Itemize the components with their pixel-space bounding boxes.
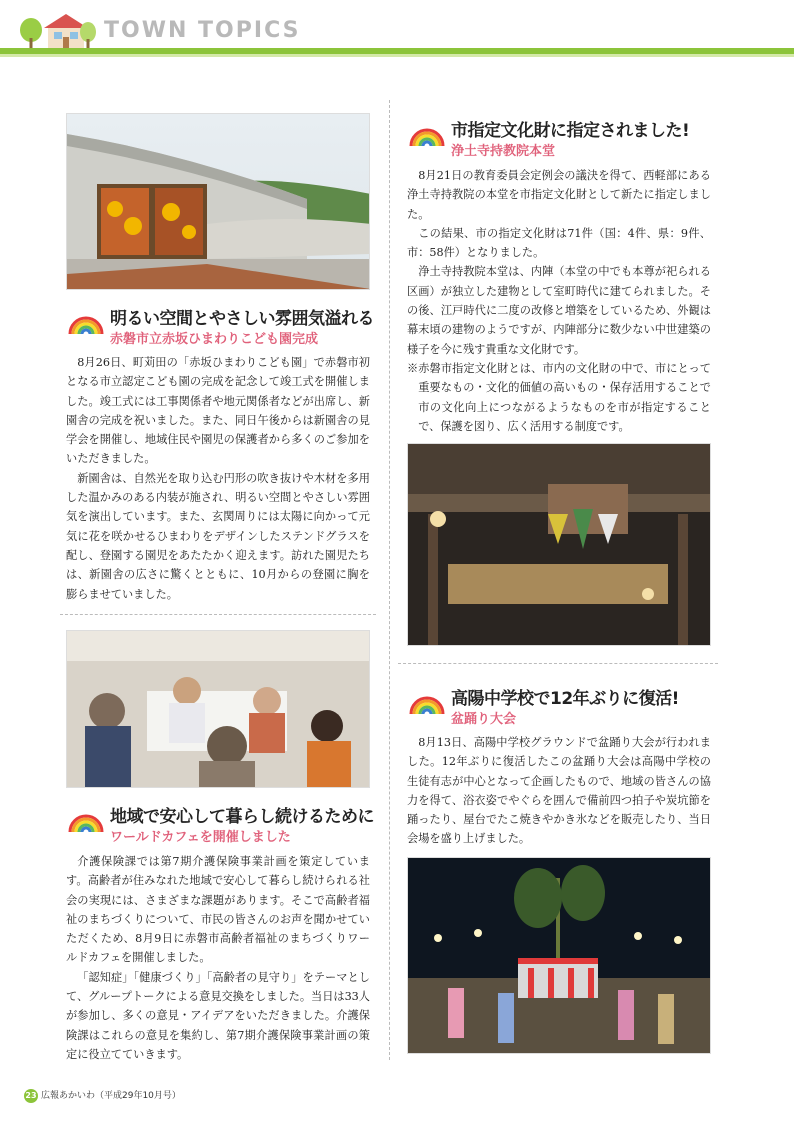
article3-body	[407, 166, 711, 436]
article2-headline: 地域で安心して暮らし続けるために	[110, 807, 374, 827]
header-divider-light	[0, 54, 794, 57]
article3-note: ※赤磐市指定文化財とは、市内の文化財の中で、市にとって重要なもの・文化的価値の高いもの・保存活用することで市の文化向上につながるようなものを市が指定することで、保護を図り、広く活用する制度です。	[407, 361, 711, 433]
article1-paragraph: 新園舎は、自然光を取り込む円形の吹き抜けや木材を多用した温かみのある内装が施され、明るい空間とやさしい雰囲気を演出しています。また、玄関周りには太陽に向かって元気に花を咲かせるひまわりをデザインしたステンドグラスを配し、登園する園児をあたたかく迎えます。訪れた園児たちは、新園舎の広さに驚くとともに、10月からの登園に胸を膨らませていました。	[66, 471, 370, 601]
article2-body	[66, 852, 370, 1064]
rainbow-icon	[407, 116, 447, 146]
article4-headline: 高陽中学校で12年ぶりに復活!	[451, 689, 679, 709]
page-header	[0, 10, 794, 58]
article3-heading	[407, 116, 737, 162]
article4-body	[407, 733, 711, 849]
world-cafe-photo	[66, 630, 370, 788]
rainbow-icon	[66, 304, 106, 334]
article3-headline: 市指定文化財に指定されました!	[451, 121, 690, 141]
section-divider	[60, 614, 376, 615]
article3-paragraph: 8月21日の教育委員会定例会の議決を得て、西軽部にある浄土寺持教院の本堂を市指定文化財として新たに指定しました。	[407, 169, 711, 221]
rainbow-icon	[407, 684, 447, 714]
article4-heading	[407, 684, 737, 730]
article3-subhead: 浄土寺持教院本堂	[451, 144, 556, 159]
section-title: TOWN TOPICS	[104, 18, 301, 43]
article2-paragraph: 介護保険課では第7期介護保険事業計画を策定しています。高齢者が住みなれた地域で安心して暮らし続けられる社会の実現には、さまざまな課題があります。そこで高齢者福祉のまちづくりについて、市民の皆さんのお声を聞かせていただくため、8月9日に赤磐市高齢者福祉のまちづくりワールドカフェを開催しました。	[66, 855, 370, 965]
article2-subhead: ワールドカフェを開催しました	[110, 830, 291, 845]
article1-headline: 明るい空間とやさしい雰囲気溢れる	[110, 309, 374, 329]
page-footer	[24, 1088, 181, 1103]
article2-paragraph: 「認知症」「健康づくり」「高齢者の見守り」をテーマとして、グループトークによる意見交換をしました。当日は33人が参加し、多くの意見・アイデアをいただきました。介護保険課はこれらの意見を集約し、第7期介護保険事業計画の策定に役立てていきます。	[66, 970, 370, 1061]
rainbow-icon	[66, 802, 106, 832]
bon-dance-photo	[407, 857, 711, 1054]
article3-paragraph: 浄土寺持教院本堂は、内陣（本堂の中でも本尊が祀られる区画）が独立した建物として室町時代に建てられました。その後、江戸時代に二度の改修と増築をしているため、外観は幕末頃の建物のようですが、内陣部分に数少ない中世建築の様子を今に残す貴重な文化財です。	[407, 265, 711, 356]
article4-subhead: 盆踊り大会	[451, 712, 517, 727]
article1-body	[66, 353, 370, 604]
article1-heading	[66, 304, 386, 350]
kindergarten-photo	[66, 113, 370, 290]
publication-name: 広報あかいわ（平成29年10月号）	[41, 1091, 181, 1101]
article1-subhead: 赤磐市立赤坂ひまわりこども園完成	[110, 332, 319, 347]
temple-interior-photo	[407, 443, 711, 646]
article3-paragraph: この結果、市の指定文化財は71件（国：4件、県：9件、市：58件）となりました。	[407, 226, 711, 260]
section-divider	[398, 663, 718, 664]
column-divider	[389, 100, 390, 1060]
page-number: 23	[24, 1089, 38, 1103]
article4-paragraph: 8月13日、高陽中学校グラウンドで盆踊り大会が行われました。12年ぶりに復活したこの盆踊り大会は高陽中学校の生徒有志が中心となって企画したもので、地域の皆さんの協力を得て、浴衣姿でやぐらを囲んで備前四つ拍子や炭坑節を踊ったり、屋台でたこ焼きやかき氷などを販売したり、当日会場を盛り上げました。	[407, 736, 711, 846]
article1-paragraph: 8月26日、町苅田の「赤坂ひまわりこども園」で赤磐市初となる市立認定こども園の完成を記念して竣工式を開催しました。竣工式には工事関係者や地元関係者などが出席し、新園舎の完成を祝いました。また、同日午後からは新園舎の見学会を開催し、地域住民や園児の保護者から多くのご参加をいただきました。	[66, 356, 370, 466]
article2-heading	[66, 802, 386, 848]
